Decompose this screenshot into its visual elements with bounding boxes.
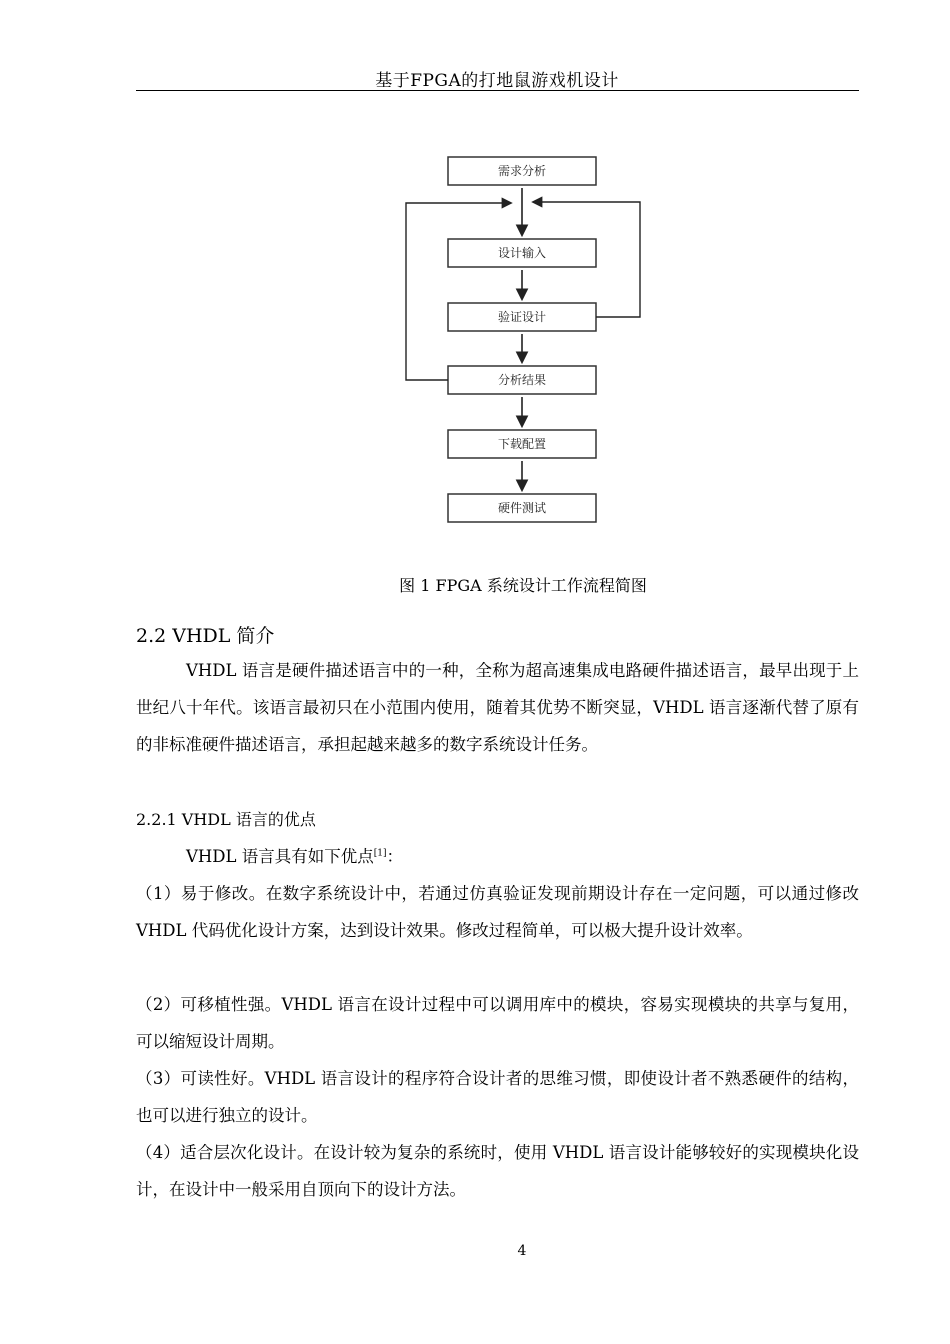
flow-step-design-input bbox=[448, 239, 596, 267]
flow-step-requirements bbox=[448, 157, 596, 185]
subsection-heading: 2.2.1 VHDL 语言的优点 bbox=[136, 810, 316, 829]
section-intro-paragraph: VHDL 语言是硬件描述语言中的一种，全称为超高速集成电路硬件描述语言，最早出现于上世纪八十年代。该语言最初只在小范围内使用，随着其优势不断突显，VHDL 语言逐渐代替了原有的非标准硬件描述语言，承担起越来越多的数字系统设计任务。 bbox=[136, 661, 859, 754]
flow-step-verify-design bbox=[448, 303, 596, 331]
svg-text:验证设计: 验证设计 bbox=[497, 310, 547, 324]
advantage-item-2: （2）可移植性强。VHDL 语言在设计过程中可以调用库中的模块，容易实现模块的共享与复用，可以缩短设计周期。 bbox=[136, 995, 859, 1051]
running-header: 基于FPGA的打地鼠游戏机设计 bbox=[375, 71, 619, 91]
advantages-lead-text: VHDL 语言具有如下优点 bbox=[186, 847, 374, 866]
advantage-item-1: （1）易于修改。在数字系统设计中，若通过仿真验证发现前期设计存在一定问题，可以通过修改 VHDL 代码优化设计方案，达到设计效果。修改过程简单，可以极大提升设计效率。 bbox=[136, 884, 859, 940]
flow-step-hardware-test bbox=[448, 494, 596, 522]
advantages-lead bbox=[136, 838, 859, 875]
advantages-lead-suffix: ： bbox=[386, 847, 403, 866]
advantage-item-4: （4）适合层次化设计。在设计较为复杂的系统时，使用 VHDL 语言设计能够较好的实现模块化设计，在设计中一般采用自顶向下的设计方法。 bbox=[136, 1143, 859, 1199]
svg-text:需求分析: 需求分析 bbox=[497, 164, 547, 178]
svg-text:下载配置: 下载配置 bbox=[497, 437, 547, 451]
header-rule bbox=[136, 90, 859, 91]
figure-caption: 图 1 FPGA 系统设计工作流程简图 bbox=[399, 576, 647, 595]
section-heading: 2.2 VHDL 简介 bbox=[136, 625, 275, 647]
flow-step-download-config bbox=[448, 430, 596, 458]
page-number: 4 bbox=[517, 1243, 527, 1259]
flow-feedback-loops bbox=[406, 202, 640, 380]
svg-text:硬件测试: 硬件测试 bbox=[497, 501, 547, 515]
flow-step-analyze-results bbox=[448, 366, 596, 394]
citation-ref: [1] bbox=[373, 848, 387, 859]
advantage-item-3: （3）可读性好。VHDL 语言设计的程序符合设计者的思维习惯，即使设计者不熟悉硬件的结构，也可以进行独立的设计。 bbox=[136, 1069, 859, 1125]
svg-text:设计输入: 设计输入 bbox=[497, 246, 547, 260]
svg-text:分析结果: 分析结果 bbox=[497, 373, 547, 387]
flowchart bbox=[400, 150, 650, 530]
